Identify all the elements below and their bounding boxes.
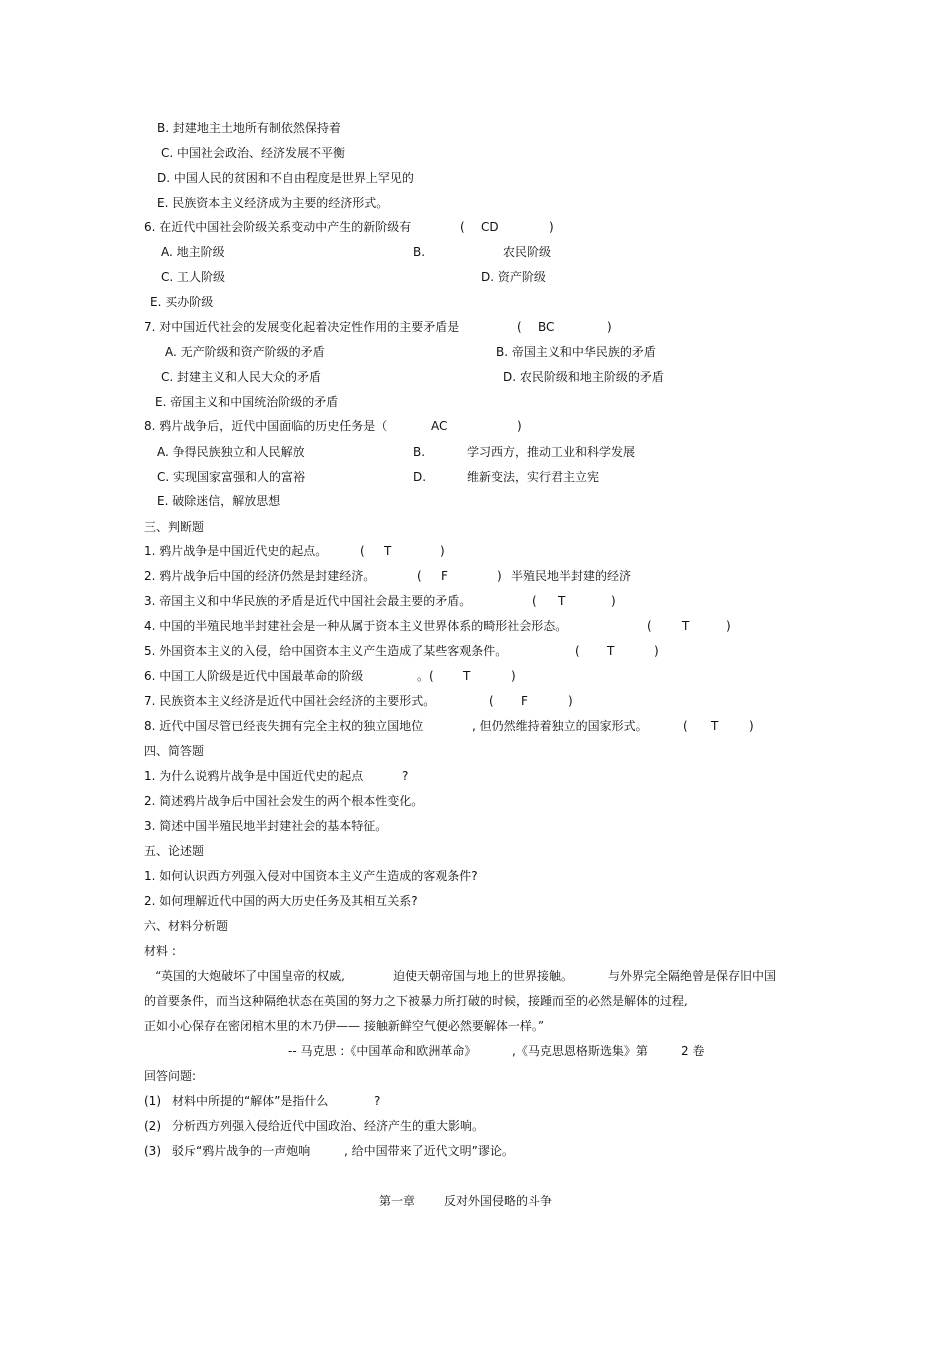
material-source-author: -- 马克思 :《中国革命和欧洲革命》 — [288, 1044, 477, 1058]
judge-item-3-answer: T — [558, 594, 566, 608]
q5-option-b: B. 封建地主土地所有制依然保持着 — [157, 121, 341, 135]
q7-close-paren: ) — [607, 320, 612, 334]
judge-item-8-close: ) — [749, 719, 754, 733]
material-quote-line-1b: 迫使天朝帝国与地上的世界接触。 — [393, 969, 574, 983]
essay-question-1: 1. 如何认识西方列强入侵对中国资本主义产生造成的客观条件? — [144, 869, 478, 883]
judge-item-5: 5. 外国资本主义的入侵，给中国资本主义产生造成了某些客观条件。 — [144, 644, 508, 658]
judge-item-7-close: ) — [568, 694, 573, 708]
judge-item-5-answer: T — [607, 644, 615, 658]
q8-option-b-letter: B. — [413, 445, 426, 459]
q6-option-a: A. 地主阶级 — [161, 245, 225, 259]
q8-option-b-text: 学习西方，推动工业和科学发展 — [467, 445, 636, 459]
q5-option-c: C. 中国社会政治、经济发展不平衡 — [161, 146, 346, 160]
q7-option-d: D. 农民阶级和地主阶级的矛盾 — [503, 370, 664, 384]
q7-open-paren: ( — [517, 320, 522, 334]
q7-option-b: B. 帝国主义和中华民族的矛盾 — [496, 345, 656, 359]
q8-option-c: C. 实现国家富强和人的富裕 — [157, 470, 306, 484]
material-subquestion-1-mark: ? — [374, 1094, 381, 1108]
judge-item-6-close: ) — [511, 669, 516, 683]
judge-item-8-continued: , 但仍然维持着独立的国家形式。 — [472, 719, 648, 733]
q6-stem: 6. 在近代中国社会阶级关系变动中产生的新阶级有 — [144, 220, 412, 234]
material-source-volume: 2 卷 — [681, 1044, 705, 1058]
q8-close-paren: ) — [517, 419, 522, 433]
judge-item-1: 1. 鸦片战争是中国近代史的起点。 — [144, 544, 328, 558]
judge-item-2: 2. 鸦片战争后中国的经济仍然是封建经济。 — [144, 569, 376, 583]
material-subquestion-1-number: (1) — [144, 1094, 161, 1108]
material-quote-line-2: 的首要条件，而当这种隔绝状态在英国的努力之下被暴力所打破的时候，接踵而至的必然是解体的过程, — [144, 994, 688, 1008]
judge-item-2-open: ( — [417, 569, 422, 583]
judge-item-2-close: ) — [497, 569, 502, 583]
material-subquestion-2-number: (2) — [144, 1119, 161, 1133]
material-subquestion-1: 材料中所提的“解体”是指什么 — [172, 1094, 329, 1108]
judge-item-3: 3. 帝国主义和中华民族的矛盾是近代中国社会最主要的矛盾。 — [144, 594, 472, 608]
judge-item-5-open: ( — [575, 644, 580, 658]
essay-question-2: 2. 如何理解近代中国的两大历史任务及其相互关系? — [144, 894, 418, 908]
judge-item-7-answer: F — [521, 694, 528, 708]
material-source-collection: ,《马克思恩格斯选集》第 — [512, 1044, 648, 1058]
judge-item-4-answer: T — [682, 619, 690, 633]
q6-option-b-text: 农民阶级 — [503, 245, 552, 259]
judge-item-3-open: ( — [532, 594, 537, 608]
short-question-1-mark: ? — [402, 769, 409, 783]
short-question-1: 1. 为什么说鸦片战争是中国近代史的起点 — [144, 769, 364, 783]
q8-option-e: E. 破除迷信，解放思想 — [157, 494, 281, 508]
judge-item-8-answer: T — [711, 719, 719, 733]
q8-option-d-letter: D. — [413, 470, 427, 484]
q7-option-c: C. 封建主义和人民大众的矛盾 — [161, 370, 322, 384]
judge-item-2-answer: F — [441, 569, 448, 583]
judge-item-1-close: ) — [440, 544, 445, 558]
judge-item-6-answer: T — [463, 669, 471, 683]
q5-option-d: D. 中国人民的贫困和不自由程度是世界上罕见的 — [157, 171, 414, 185]
short-question-2: 2. 简述鸦片战争后中国社会发生的两个根本性变化。 — [144, 794, 424, 808]
judge-item-5-close: ) — [654, 644, 659, 658]
judge-item-6: 6. 中国工人阶级是近代中国最革命的阶级 — [144, 669, 364, 683]
short-heading: 四、简答题 — [144, 744, 205, 758]
q6-option-b-letter: B. — [413, 245, 426, 259]
q7-answer: BC — [538, 320, 555, 334]
chapter-title: 反对外国侵略的斗争 — [444, 1194, 553, 1208]
material-quote-line-1c: 与外界完全隔绝曾是保存旧中国 — [608, 969, 777, 983]
material-quote-line-1a: “英国的大炮破坏了中国皇帝的权威, — [155, 969, 345, 983]
q7-option-a: A. 无产阶级和资产阶级的矛盾 — [165, 345, 325, 359]
q8-option-a: A. 争得民族独立和人民解放 — [157, 445, 305, 459]
judge-item-4-close: ) — [726, 619, 731, 633]
judge-item-4-open: ( — [647, 619, 652, 633]
judge-item-6-open: 。( — [417, 669, 434, 683]
short-question-3: 3. 简述中国半殖民地半封建社会的基本特征。 — [144, 819, 388, 833]
essay-heading: 五、论述题 — [144, 844, 205, 858]
judge-heading: 三、判断题 — [144, 520, 205, 534]
judge-item-4: 4. 中国的半殖民地半封建社会是一种从属于资本主义世界体系的畸形社会形态。 — [144, 619, 568, 633]
material-label: 材料 : — [144, 944, 176, 958]
q8-option-d-text: 维新变法，实行君主立宪 — [467, 470, 600, 484]
judge-item-1-answer: T — [384, 544, 392, 558]
material-subquestion-2: 分析西方列强入侵给近代中国政治、经济产生的重大影响。 — [172, 1119, 485, 1133]
judge-item-7: 7. 民族资本主义经济是近代中国社会经济的主要形式。 — [144, 694, 436, 708]
judge-item-3-close: ) — [611, 594, 616, 608]
judge-item-8: 8. 近代中国尽管已经丧失拥有完全主权的独立国地位 — [144, 719, 424, 733]
q6-close-paren: ) — [549, 220, 554, 234]
judge-item-8-open: ( — [683, 719, 688, 733]
material-heading: 六、材料分析题 — [144, 919, 229, 933]
q5-option-e: E. 民族资本主义经济成为主要的经济形式。 — [157, 196, 389, 210]
material-subquestion-3a: 驳斥“鸦片战争的一声炮响 — [172, 1144, 311, 1158]
judge-item-1-open: ( — [360, 544, 365, 558]
q7-option-e: E. 帝国主义和中国统治阶级的矛盾 — [155, 395, 339, 409]
chapter-number: 第一章 — [379, 1194, 416, 1208]
material-subquestion-3b: , 给中国带来了近代文明”谬论。 — [344, 1144, 514, 1158]
q6-answer: CD — [481, 220, 499, 234]
material-questions-label: 回答问题: — [144, 1069, 197, 1083]
q7-stem: 7. 对中国近代社会的发展变化起着决定性作用的主要矛盾是 — [144, 320, 460, 334]
q6-option-d: D. 资产阶级 — [481, 270, 546, 284]
q8-answer: AC — [431, 419, 448, 433]
judge-item-2-note: 半殖民地半封建的经济 — [511, 569, 632, 583]
q6-option-e: E. 买办阶级 — [150, 295, 214, 309]
judge-item-7-open: ( — [489, 694, 494, 708]
material-subquestion-3-number: (3) — [144, 1144, 161, 1158]
q6-open-paren: ( — [460, 220, 465, 234]
material-quote-line-3: 正如小心保存在密闭棺木里的木乃伊—— 接触新鲜空气便必然要解体一样。” — [144, 1019, 544, 1033]
q8-stem: 8. 鸦片战争后，近代中国面临的历史任务是（ — [144, 419, 388, 433]
q6-option-c: C. 工人阶级 — [161, 270, 226, 284]
